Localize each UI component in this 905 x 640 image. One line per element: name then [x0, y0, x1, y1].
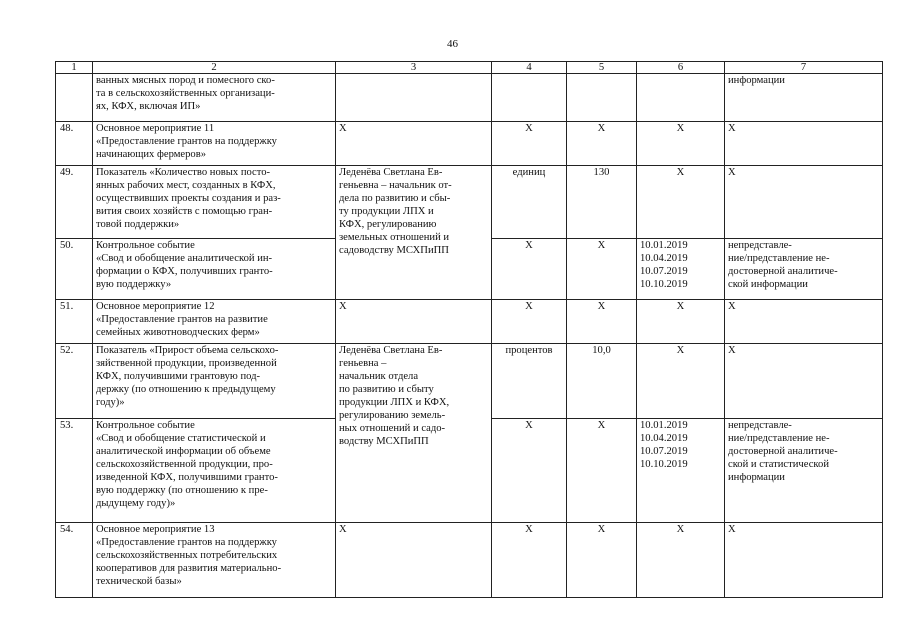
date-cell: Х	[637, 166, 725, 239]
row-number-cell: 53.	[56, 419, 93, 523]
table-row	[56, 74, 883, 122]
control-date: 10.07.2019	[640, 446, 688, 457]
header-cell: 7	[725, 62, 883, 74]
note-cell: информации	[725, 74, 883, 122]
note-cell: Х	[725, 344, 883, 419]
table-row	[56, 122, 883, 166]
unit-cell: единиц	[492, 166, 567, 239]
unit-cell: Х	[492, 239, 567, 300]
table-row	[56, 344, 883, 419]
date-cell: Х	[637, 523, 725, 598]
row-number-cell: 52.	[56, 344, 93, 419]
table-row	[56, 300, 883, 344]
note-cell: непредставле- ние/представление не- достоверной аналитиче- ской и статистической информации	[725, 419, 883, 523]
note-cell: Х	[725, 122, 883, 166]
row-number-cell: 51.	[56, 300, 93, 344]
responsible-cell: Леденёва Светлана Ев- геньевна – начальник отдела по развитию и сбыту продукции ЛПХ и КФХ, регулированию земель- ных отношений и садо- водству МСХПиПП	[336, 344, 492, 523]
description-cell: Основное мероприятие 12 «Предоставление грантов на развитие семейных животноводческих ферм»	[93, 300, 336, 344]
description-cell: Показатель «Прирост объема сельскохо- зяйственной продукции, произведенной КФХ, получившими грантовую под- держку (по отношению к предыдущему году)»	[93, 344, 336, 419]
description-cell: Контрольное событие «Свод и обобщение аналитической ин- формации о КФХ, получивших гранто- вую поддержку»	[93, 239, 336, 300]
note-cell: непредставле- ние/представление не- достоверной аналитиче- ской информации	[725, 239, 883, 300]
unit-cell	[492, 74, 567, 122]
date-cell	[637, 239, 725, 300]
row-number-cell	[56, 74, 93, 122]
responsible-cell: Х	[336, 300, 492, 344]
unit-cell: Х	[492, 523, 567, 598]
date-cell	[637, 419, 725, 523]
value-cell	[567, 74, 637, 122]
control-date: 10.07.2019	[640, 266, 688, 277]
table-row	[56, 166, 883, 239]
header-cell: 3	[336, 62, 492, 74]
row-number-cell: 54.	[56, 523, 93, 598]
responsible-cell: Х	[336, 122, 492, 166]
responsible-cell: Леденёва Светлана Ев- геньевна – начальник от- дела по развитию и сбы- ту продукции ЛПХ и КФХ, регулированию земельных отношений и садоводству МСХПиПП	[336, 166, 492, 300]
responsible-cell	[336, 74, 492, 122]
description-cell: ванных мясных пород и помесного ско- та в сельскохозяйственных организаци- ях, КФХ, включая ИП»	[93, 74, 336, 122]
control-date: 10.10.2019	[640, 279, 688, 290]
value-cell: Х	[567, 523, 637, 598]
row-number-cell: 49.	[56, 166, 93, 239]
description-cell: Основное мероприятие 13 «Предоставление грантов на поддержку сельскохозяйственных потребительских кооперативов для развития материально- технической базы»	[93, 523, 336, 598]
value-cell: 10,0	[567, 344, 637, 419]
control-date: 10.04.2019	[640, 253, 688, 264]
description-cell: Контрольное событие «Свод и обобщение статистической и аналитической информации об объеме сельскохозяйственной продукции, про- изведенной КФХ, получившими гранто- вую поддержку (по отношению к пре- дыдущему году)»	[93, 419, 336, 523]
value-cell: Х	[567, 239, 637, 300]
control-date: 10.04.2019	[640, 433, 688, 444]
note-cell: Х	[725, 300, 883, 344]
unit-cell: Х	[492, 419, 567, 523]
control-date: 10.10.2019	[640, 459, 688, 470]
value-cell: 130	[567, 166, 637, 239]
value-cell: Х	[567, 300, 637, 344]
date-cell: Х	[637, 122, 725, 166]
plan-table	[55, 61, 883, 598]
table-header-row	[56, 62, 883, 74]
description-cell: Показатель «Количество новых посто- янных рабочих мест, созданных в КФХ, осуществивших проекты создания и раз- вития своих хозяйств с помощью гран- товой поддержки»	[93, 166, 336, 239]
header-cell: 1	[56, 62, 93, 74]
header-cell: 2	[93, 62, 336, 74]
row-number-cell: 48.	[56, 122, 93, 166]
control-date: 10.01.2019	[640, 240, 688, 251]
description-cell: Основное мероприятие 11 «Предоставление грантов на поддержку начинающих фермеров»	[93, 122, 336, 166]
unit-cell: Х	[492, 122, 567, 166]
header-cell: 5	[567, 62, 637, 74]
value-cell: Х	[567, 419, 637, 523]
control-date: 10.01.2019	[640, 420, 688, 431]
date-cell: Х	[637, 300, 725, 344]
row-number-cell: 50.	[56, 239, 93, 300]
table-row	[56, 523, 883, 598]
note-cell: Х	[725, 523, 883, 598]
date-cell: Х	[637, 344, 725, 419]
note-cell: Х	[725, 166, 883, 239]
value-cell: Х	[567, 122, 637, 166]
unit-cell: процентов	[492, 344, 567, 419]
unit-cell: Х	[492, 300, 567, 344]
page-number: 46	[447, 38, 458, 50]
header-cell: 6	[637, 62, 725, 74]
header-cell: 4	[492, 62, 567, 74]
date-cell	[637, 74, 725, 122]
responsible-cell: Х	[336, 523, 492, 598]
